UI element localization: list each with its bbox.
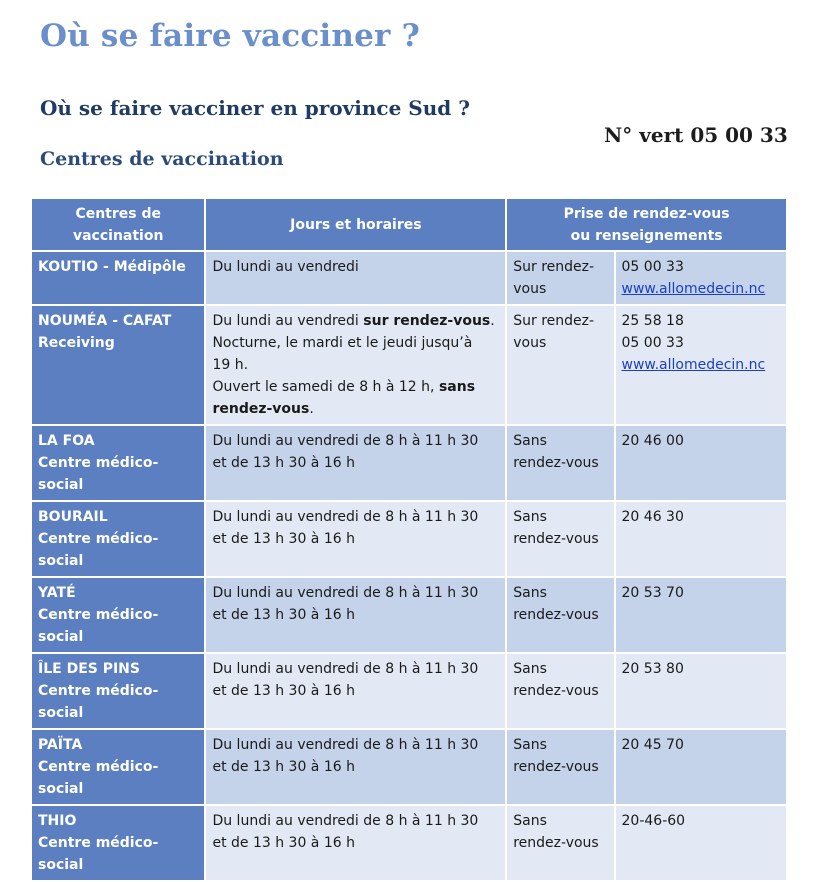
header-centres: Centres de vaccination	[32, 199, 204, 250]
opening-hours: Du lundi au vendredi de 8 h à 11 h 30 et de 13 h 30 à 16 h	[206, 806, 505, 880]
page-subtitle: Où se faire vacciner en province Sud ?	[40, 96, 470, 120]
opening-hours: Du lundi au vendredi de 8 h à 11 h 30 et de 13 h 30 à 16 h	[206, 426, 505, 500]
table-row	[32, 730, 786, 804]
allomedecin-link[interactable]: www.allomedecin.nc	[621, 357, 766, 373]
contact-info: 20 46 00	[616, 426, 786, 500]
centre-name: ÎLE DES PINS Centre médico-social	[32, 654, 204, 728]
opening-hours: Du lundi au vendredi sur rendez-vous. Nocturne, le mardi et le jeudi jusqu’à 19 h. Ouvert le samedi de 8 h à 12 h, sans rendez-vous.	[206, 306, 505, 424]
centre-name: PAÏTA Centre médico-social	[32, 730, 204, 804]
hotline-number: N° vert 05 00 33	[604, 123, 788, 147]
table-row	[32, 426, 786, 500]
centre-name: YATÉ Centre médico-social	[32, 578, 204, 652]
contact-info: 25 58 18 05 00 33 www.allomedecin.nc	[616, 306, 786, 424]
header-contact: Prise de rendez-vous ou renseignements	[507, 199, 786, 250]
booking-mode: Sans rendez-vous	[507, 730, 613, 804]
opening-hours: Du lundi au vendredi de 8 h à 11 h 30 et de 13 h 30 à 16 h	[206, 578, 505, 652]
booking-mode: Sans rendez-vous	[507, 806, 613, 880]
booking-mode: Sur rendez- vous	[507, 252, 613, 304]
booking-mode: Sans rendez-vous	[507, 654, 613, 728]
opening-hours: Du lundi au vendredi de 8 h à 11 h 30 et de 13 h 30 à 16 h	[206, 502, 505, 576]
centre-name: BOURAIL Centre médico-social	[32, 502, 204, 576]
centre-name: KOUTIO - Médipôle	[32, 252, 204, 304]
section-title: Centres de vaccination	[40, 148, 284, 170]
opening-hours: Du lundi au vendredi de 8 h à 11 h 30 et de 13 h 30 à 16 h	[206, 654, 505, 728]
centre-name: NOUMÉA - CAFAT Receiving	[32, 306, 204, 424]
booking-mode: Sans rendez-vous	[507, 502, 613, 576]
table-row	[32, 806, 786, 880]
opening-hours: Du lundi au vendredi	[206, 252, 505, 304]
contact-info: 05 00 33 www.allomedecin.nc	[616, 252, 786, 304]
contact-info: 20 46 30	[616, 502, 786, 576]
vaccination-centres-table	[30, 197, 788, 882]
page-title: Où se faire vacciner ?	[40, 18, 420, 54]
booking-mode: Sans rendez-vous	[507, 578, 613, 652]
table-row	[32, 306, 786, 424]
table-row	[32, 654, 786, 728]
centre-name: LA FOA Centre médico-social	[32, 426, 204, 500]
table-header-row	[32, 199, 786, 250]
booking-mode: Sans rendez-vous	[507, 426, 613, 500]
header-hours: Jours et horaires	[206, 199, 505, 250]
contact-info: 20 45 70	[616, 730, 786, 804]
contact-info: 20 53 70	[616, 578, 786, 652]
table-row	[32, 502, 786, 576]
contact-info: 20 53 80	[616, 654, 786, 728]
allomedecin-link[interactable]: www.allomedecin.nc	[621, 281, 766, 297]
booking-mode: Sur rendez- vous	[507, 306, 613, 424]
table-row	[32, 578, 786, 652]
table-row	[32, 252, 786, 304]
centre-name: THIO Centre médico-social	[32, 806, 204, 880]
contact-info: 20-46-60	[616, 806, 786, 880]
opening-hours: Du lundi au vendredi de 8 h à 11 h 30 et de 13 h 30 à 16 h	[206, 730, 505, 804]
